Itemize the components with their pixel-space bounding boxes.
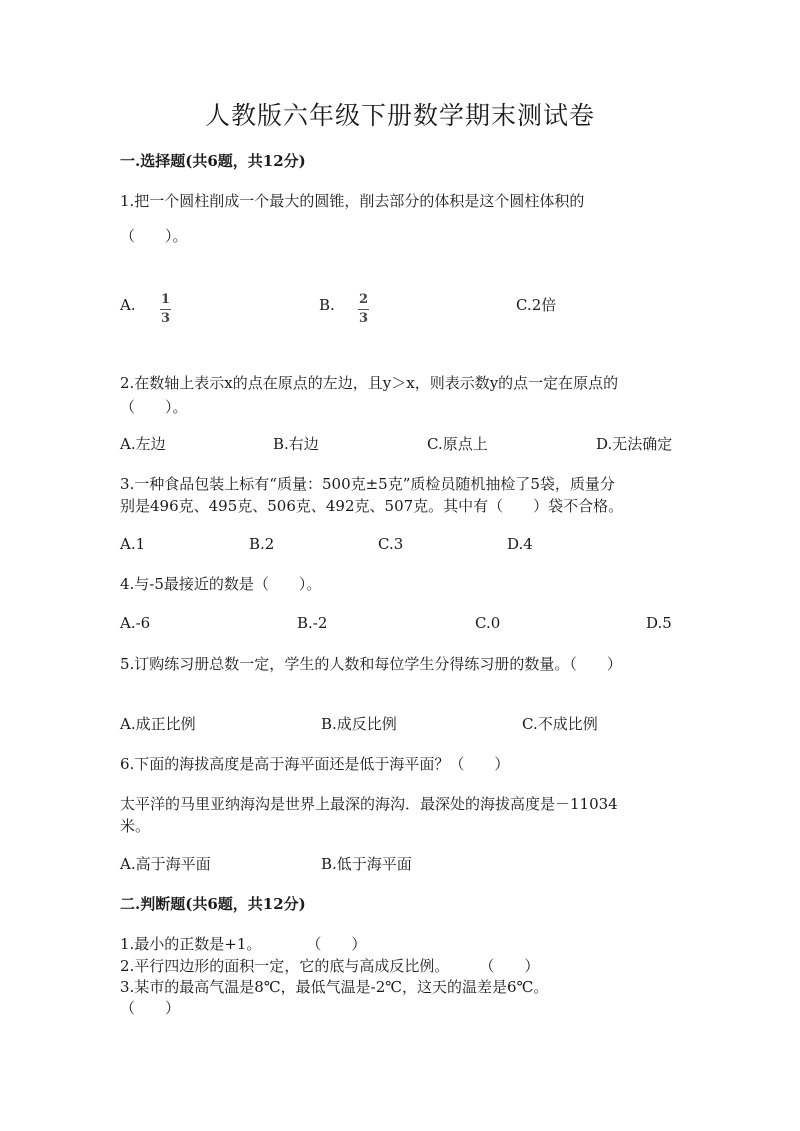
- q5-option-c: C.不成比例: [522, 715, 598, 733]
- q2-option-b: B.右边: [273, 435, 319, 453]
- q5-option-b: B.成反比例: [321, 715, 397, 733]
- section-heading-judgement: 二.判断题(共6题，共12分): [120, 895, 306, 913]
- page-title: 人教版六年级下册数学期末测试卷: [204, 101, 595, 130]
- question-6-passage-2: 米。: [120, 817, 151, 835]
- question-1-text: 1.把一个圆柱削成一个最大的圆锥，削去部分的体积是这个圆柱体积的: [120, 192, 585, 210]
- q1-option-a-fraction: [160, 288, 171, 326]
- q4-option-a: A.-6: [120, 614, 151, 632]
- judgement-1: 1.最小的正数是+1。 （ ）: [120, 935, 367, 953]
- section-heading-choice: 一.选择题(共6题，共12分): [120, 152, 306, 170]
- question-3-text: 3.一种食品包装上标有“质量：500克±5克”质检员随机抽检了5袋，质量分: [120, 475, 615, 493]
- question-3-text-2: 别是496克、495克、506克、492克、507克。其中有（ ）袋不合格。: [120, 497, 624, 515]
- question-2-text: 2.在数轴上表示x的点在原点的左边，且y＞x，则表示数y的点一定在原点的: [120, 374, 619, 392]
- fraction-denominator: 3: [358, 311, 369, 326]
- q6-option-a: A.高于海平面: [120, 855, 211, 873]
- judgement-2: 2.平行四边形的面积一定，它的底与高成反比例。 （ ）: [120, 957, 540, 975]
- fraction-bar: [358, 309, 369, 310]
- q4-option-b: B.-2: [297, 614, 328, 632]
- q1-option-c: C.2倍: [516, 296, 557, 314]
- question-6-passage: 太平洋的马里亚纳海沟是世界上最深的海沟．最深处的海拔高度是－11034: [120, 795, 618, 813]
- q1-option-b-label: B.: [319, 296, 335, 314]
- fraction-numerator: 2: [358, 292, 369, 307]
- fraction-bar: [160, 309, 171, 310]
- question-2-blank: （ ）。: [120, 398, 188, 416]
- question-4-text: 4.与-5最接近的数是（ ）。: [120, 575, 322, 593]
- q3-option-a: A.1: [120, 535, 146, 553]
- q2-option-d: D.无法确定: [596, 435, 673, 453]
- q5-option-a: A.成正比例: [120, 715, 196, 733]
- question-6-text: 6.下面的海拔高度是高于海平面还是低于海平面？（ ）: [120, 755, 510, 773]
- q3-option-d: D.4: [507, 535, 533, 553]
- q4-option-c: C.0: [475, 614, 501, 632]
- q1-option-a-label: A.: [120, 296, 136, 314]
- fraction-numerator: 1: [160, 292, 171, 307]
- q3-option-c: C.3: [378, 535, 404, 553]
- q3-option-b: B.2: [249, 535, 275, 553]
- q2-option-a: A.左边: [120, 435, 166, 453]
- q4-option-d: D.5: [646, 614, 672, 632]
- question-1-blank: （ ）。: [120, 227, 188, 245]
- q6-option-b: B.低于海平面: [321, 855, 412, 873]
- judgement-3-blank: （ ）: [120, 999, 181, 1017]
- q2-option-c: C.原点上: [427, 435, 488, 453]
- judgement-3: 3.某市的最高气温是8℃，最低气温是-2℃，这天的温差是6℃。: [120, 978, 549, 996]
- q1-option-b-fraction: [358, 288, 369, 326]
- fraction-denominator: 3: [160, 311, 171, 326]
- question-5-text: 5.订购练习册总数一定，学生的人数和每位学生分得练习册的数量。（ ）: [120, 655, 622, 673]
